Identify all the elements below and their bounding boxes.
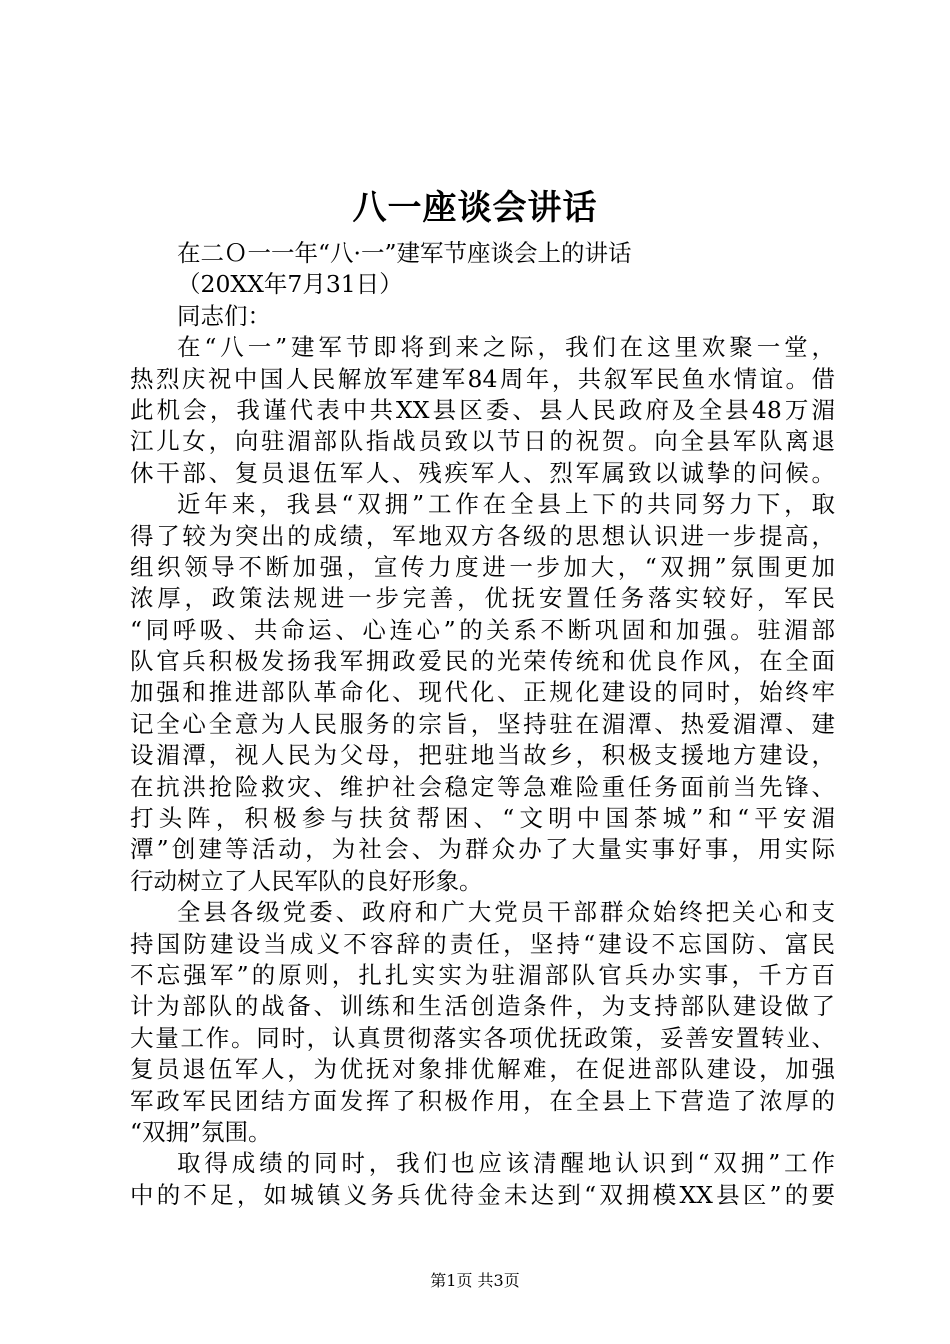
body-line: 在抗洪抢险救灾、维护社会稳定等急难险重任务面前当先锋、 (130, 772, 835, 801)
body-line: 复员退伍军人，为优抚对象排优解难，在促进部队建设，加强 (130, 1055, 835, 1084)
body-line: 得了较为突出的成绩，军地双方各级的思想认识进一步提高， (130, 521, 835, 550)
body-line: 浓厚，政策法规进一步完善，优抚安置任务落实较好，军民 (130, 584, 835, 613)
body-line: 潭”创建等活动，为社会、为群众办了大量实事好事，用实际 (130, 835, 835, 864)
body-line: 持国防建设当成义不容辞的责任，坚持“建设不忘国防、富民 (130, 929, 835, 958)
document-title: 八一座谈会讲话 (352, 188, 598, 228)
body-line: 行动树立了人民军队的良好形象。 (130, 866, 483, 895)
body-line: 军政军民团结方面发挥了积极作用，在全县上下营造了浓厚的 (130, 1086, 835, 1115)
body-line: “同呼吸、共命运、心连心”的关系不断巩固和加强。驻湄部 (130, 615, 835, 644)
body-line: 计为部队的战备、训练和生活创造条件，为支持部队建设做了 (130, 992, 835, 1021)
body-line: 休干部、复员退伍军人、残疾军人、烈军属致以诚挚的问候。 (130, 458, 835, 487)
body-line: 设湄潭，视人民为父母，把驻地当故乡，积极支援地方建设， (130, 741, 835, 770)
body-line: 同志们： (177, 301, 271, 330)
body-line: 不忘强军”的原则，扎扎实实为驻湄部队官兵办实事，千方百 (130, 960, 835, 989)
body-line: 队官兵积极发扬我军拥政爱民的光荣传统和优良作风，在全面 (130, 647, 835, 676)
body-line: 近年来，我县“双拥”工作在全县上下的共同努力下，取 (177, 490, 835, 519)
document-body (130, 238, 835, 1211)
body-line: 热烈庆祝中国人民解放军建军84周年，共叙军民鱼水情谊。借 (130, 364, 835, 393)
body-line: “双拥”氛围。 (130, 1117, 272, 1146)
body-line: 取得成绩的同时，我们也应该清醒地认识到“双拥”工作 (177, 1149, 835, 1178)
body-line: 组织领导不断加强，宣传力度进一步加大，“双拥”氛围更加 (130, 552, 835, 581)
body-line: 在二Ｏ一一年“八·一”建军节座谈会上的讲话 (177, 239, 632, 267)
body-line: 记全心全意为人民服务的宗旨，坚持驻在湄潭、热爱湄潭、建 (130, 709, 835, 738)
body-line: 在“八一”建军节即将到来之际，我们在这里欢聚一堂， (177, 333, 835, 362)
body-line: 打头阵，积极参与扶贫帮困、“文明中国茶城”和“平安湄 (130, 804, 835, 833)
body-line: （20XX年7月31日） (177, 270, 403, 299)
body-line: 全县各级党委、政府和广大党员干部群众始终把关心和支 (177, 898, 835, 927)
body-line: 此机会，我谨代表中共XX县区委、县人民政府及全县48万湄 (130, 395, 835, 424)
page-footer: 第1页 共3页 (430, 1271, 520, 1290)
body-line: 江儿女，向驻湄部队指战员致以节日的祝贺。向全县军队离退 (130, 427, 835, 456)
body-line: 大量工作。同时，认真贯彻落实各项优抚政策，妥善安置转业、 (130, 1023, 835, 1052)
body-line: 加强和推进部队革命化、现代化、正规化建设的同时，始终牢 (130, 678, 835, 707)
body-line: 中的不足，如城镇义务兵优待金未达到“双拥模XX县区”的要 (130, 1180, 835, 1209)
